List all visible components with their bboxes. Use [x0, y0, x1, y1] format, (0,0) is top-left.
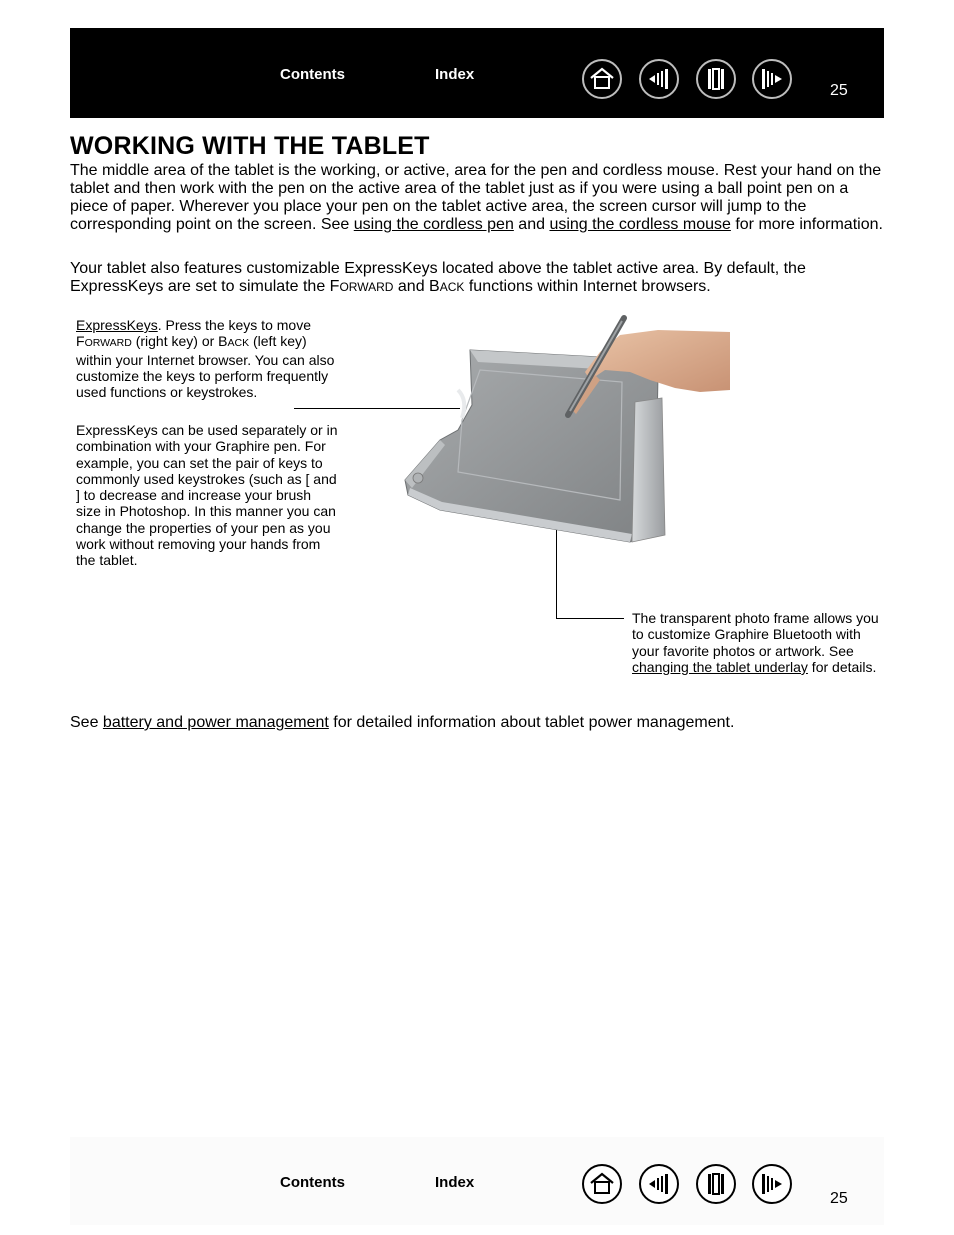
- index-link[interactable]: Index: [435, 66, 475, 83]
- page-icon: [702, 1170, 730, 1198]
- next-page-button[interactable]: [752, 1164, 792, 1204]
- page-number: 25: [830, 82, 848, 99]
- tablet-illustration: [400, 310, 730, 550]
- index-link[interactable]: Index: [435, 1174, 475, 1191]
- previous-page-button[interactable]: [639, 59, 679, 99]
- expresskeys-link[interactable]: ExpressKeys: [76, 317, 158, 333]
- photo-frame-leader-line-horizontal: [556, 618, 624, 619]
- previous-page-icon: [645, 65, 673, 93]
- next-page-button[interactable]: [752, 59, 792, 99]
- home-button[interactable]: [582, 59, 622, 99]
- tablet-underlay-link[interactable]: changing the tablet underlay: [632, 658, 808, 675]
- contents-link[interactable]: Contents: [280, 66, 345, 83]
- next-page-icon: [758, 1170, 786, 1198]
- power-management-paragraph: See battery and power management for detailed information about tablet power management.: [70, 714, 735, 731]
- home-icon: [588, 65, 616, 93]
- expresskeys-callout: ExpressKeys. Press the keys to move FORWARD (right key) or BACK (left key) within your Internet browser. You can also customize the keys to perform frequently used functions or keystrokes.: [76, 317, 335, 401]
- photo-frame-callout: The transparent photo frame allows you to customize Graphire Bluetooth with your favorite photos or artwork. See changing the tablet underlay for details.: [632, 610, 879, 675]
- intro-paragraph: The middle area of the tablet is the working, or active, area for the pen and cordless mouse. Rest your hand on the tablet and then work with the pen on the active area of the tablet just as if you were using a ball point pen on a piece of paper. Wherever you place your pen on the tablet active area, the screen cursor will jump to the corresponding point on the screen. See using the cordless pen and using the cordless mouse for more information.: [70, 162, 883, 233]
- expresskeys-paragraph: Your tablet also features customizable ExpressKeys located above the tablet active area. By default, the ExpressKeys are set to simulate the FORWARD and BACK functions within Internet browsers.: [70, 260, 806, 295]
- expresskeys-usage-callout: ExpressKeys can be used separately or in combination with your Graphire pen. For example, you can set the pair of keys to commonly used keystrokes (such as [ and ] to decrease and increase your brush size in Photoshop. In this manner you can change the properties of your pen as you work without removing your hands from the tablet.: [76, 422, 338, 569]
- previous-page-icon: [645, 1170, 673, 1198]
- home-icon: [588, 1170, 616, 1198]
- current-page-button[interactable]: [696, 59, 736, 99]
- current-page-button[interactable]: [696, 1164, 736, 1204]
- battery-power-link[interactable]: battery and power management: [102, 714, 329, 731]
- top-navigation-bar: [70, 28, 884, 118]
- contents-link[interactable]: Contents: [280, 1174, 345, 1191]
- page-number: 25: [830, 1190, 848, 1207]
- next-page-icon: [758, 65, 786, 93]
- bottom-navigation-bar: [70, 1137, 884, 1225]
- page-icon: [702, 65, 730, 93]
- previous-page-button[interactable]: [639, 1164, 679, 1204]
- home-button[interactable]: [582, 1164, 622, 1204]
- cordless-mouse-link[interactable]: using the cordless mouse: [549, 216, 731, 233]
- cordless-pen-link[interactable]: using the cordless pen: [353, 216, 514, 233]
- page-title: WORKING WITH THE TABLET: [70, 132, 430, 160]
